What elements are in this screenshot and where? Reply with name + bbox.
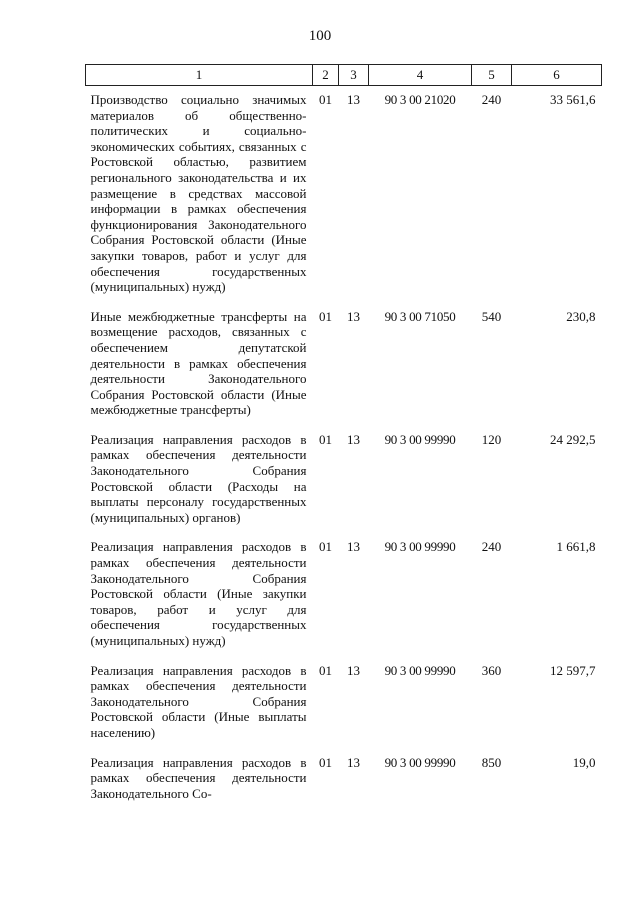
row-target-code: 90 3 00 71050: [384, 308, 456, 324]
row-description: Производство социально значимых материалов об общественно-политических и социально-экономических событиях, связанных с Ростовской областью, развитием регионального законодательства и их размещение в средствах массовой информации в рамках обеспечения функционирования Законодательного Собрания Ростовской области (Иные закупки товаров, работ и услуг для обеспечения государственных (муниципальных) нужд): [90, 92, 307, 295]
header-col-4: 4: [369, 65, 472, 86]
row-expense-type: 850: [481, 754, 502, 770]
row-subsection: 13: [347, 431, 360, 447]
table-row: [86, 749, 602, 810]
row-expense-type: 240: [481, 539, 502, 555]
row-section: 01: [319, 308, 332, 324]
row-section: 01: [319, 754, 332, 770]
row-subsection: 13: [347, 308, 360, 324]
table-row: [86, 86, 602, 303]
row-target-code: 90 3 00 99990: [384, 754, 456, 770]
row-amount: 230,8: [566, 308, 596, 324]
row-description: Реализация направления расходов в рамках обеспечения деятельности Законодательного Собрания Ростовской области (Иные закупки товаров, работ и услуг для обеспечения государственных (муниципальных) нужд): [90, 539, 307, 648]
row-description: Реализация направления расходов в рамках обеспечения деятельности Законодательного Со-: [90, 754, 307, 801]
header-col-1: 1: [86, 65, 313, 86]
header-col-3: 3: [339, 65, 369, 86]
row-amount: 24 292,5: [550, 431, 596, 447]
row-subsection: 13: [347, 662, 360, 678]
table-row: [86, 426, 602, 534]
row-description: Реализация направления расходов в рамках обеспечения деятельности Законодательного Собрания Ростовской области (Иные выплаты населению): [90, 662, 307, 740]
row-target-code: 90 3 00 99990: [384, 539, 456, 555]
row-section: 01: [319, 539, 332, 555]
row-description: Реализация направления расходов в рамках обеспечения деятельности Законодательного Собрания Ростовской области (Расходы на выплаты персоналу государственных (муниципальных) органов): [90, 431, 307, 525]
row-target-code: 90 3 00 99990: [384, 662, 456, 678]
table-body: [86, 86, 602, 810]
row-subsection: 13: [347, 754, 360, 770]
table-header: [86, 65, 602, 86]
row-subsection: 13: [347, 539, 360, 555]
row-expense-type: 360: [481, 662, 502, 678]
budget-table: [85, 64, 602, 809]
row-target-code: 90 3 00 21020: [384, 92, 456, 107]
header-col-5: 5: [472, 65, 512, 86]
row-subsection: 13: [347, 92, 360, 107]
row-description: Иные межбюджетные трансферты на возмещение расходов, связанных с обеспечением депутатской деятельности в рамках обеспечения деятельности Законодательного Собрания Ростовской области (Иные межбюджетные трансферты): [90, 308, 307, 418]
row-amount: 19,0: [572, 754, 596, 770]
row-expense-type: 120: [481, 431, 502, 447]
row-section: 01: [319, 662, 332, 678]
row-section: 01: [319, 431, 332, 447]
row-section: 01: [319, 92, 332, 107]
row-expense-type: 240: [481, 92, 502, 107]
row-amount: 33 561,6: [550, 92, 596, 107]
row-expense-type: 540: [481, 308, 502, 324]
header-col-6: 6: [512, 65, 602, 86]
table-row: [86, 303, 602, 426]
row-target-code: 90 3 00 99990: [384, 431, 456, 447]
table-row: [86, 533, 602, 656]
row-amount: 12 597,7: [550, 662, 596, 678]
row-amount: 1 661,8: [556, 539, 596, 555]
header-row: [86, 65, 602, 86]
table-row: [86, 657, 602, 749]
page-number: 100: [308, 28, 332, 44]
header-col-2: 2: [313, 65, 339, 86]
